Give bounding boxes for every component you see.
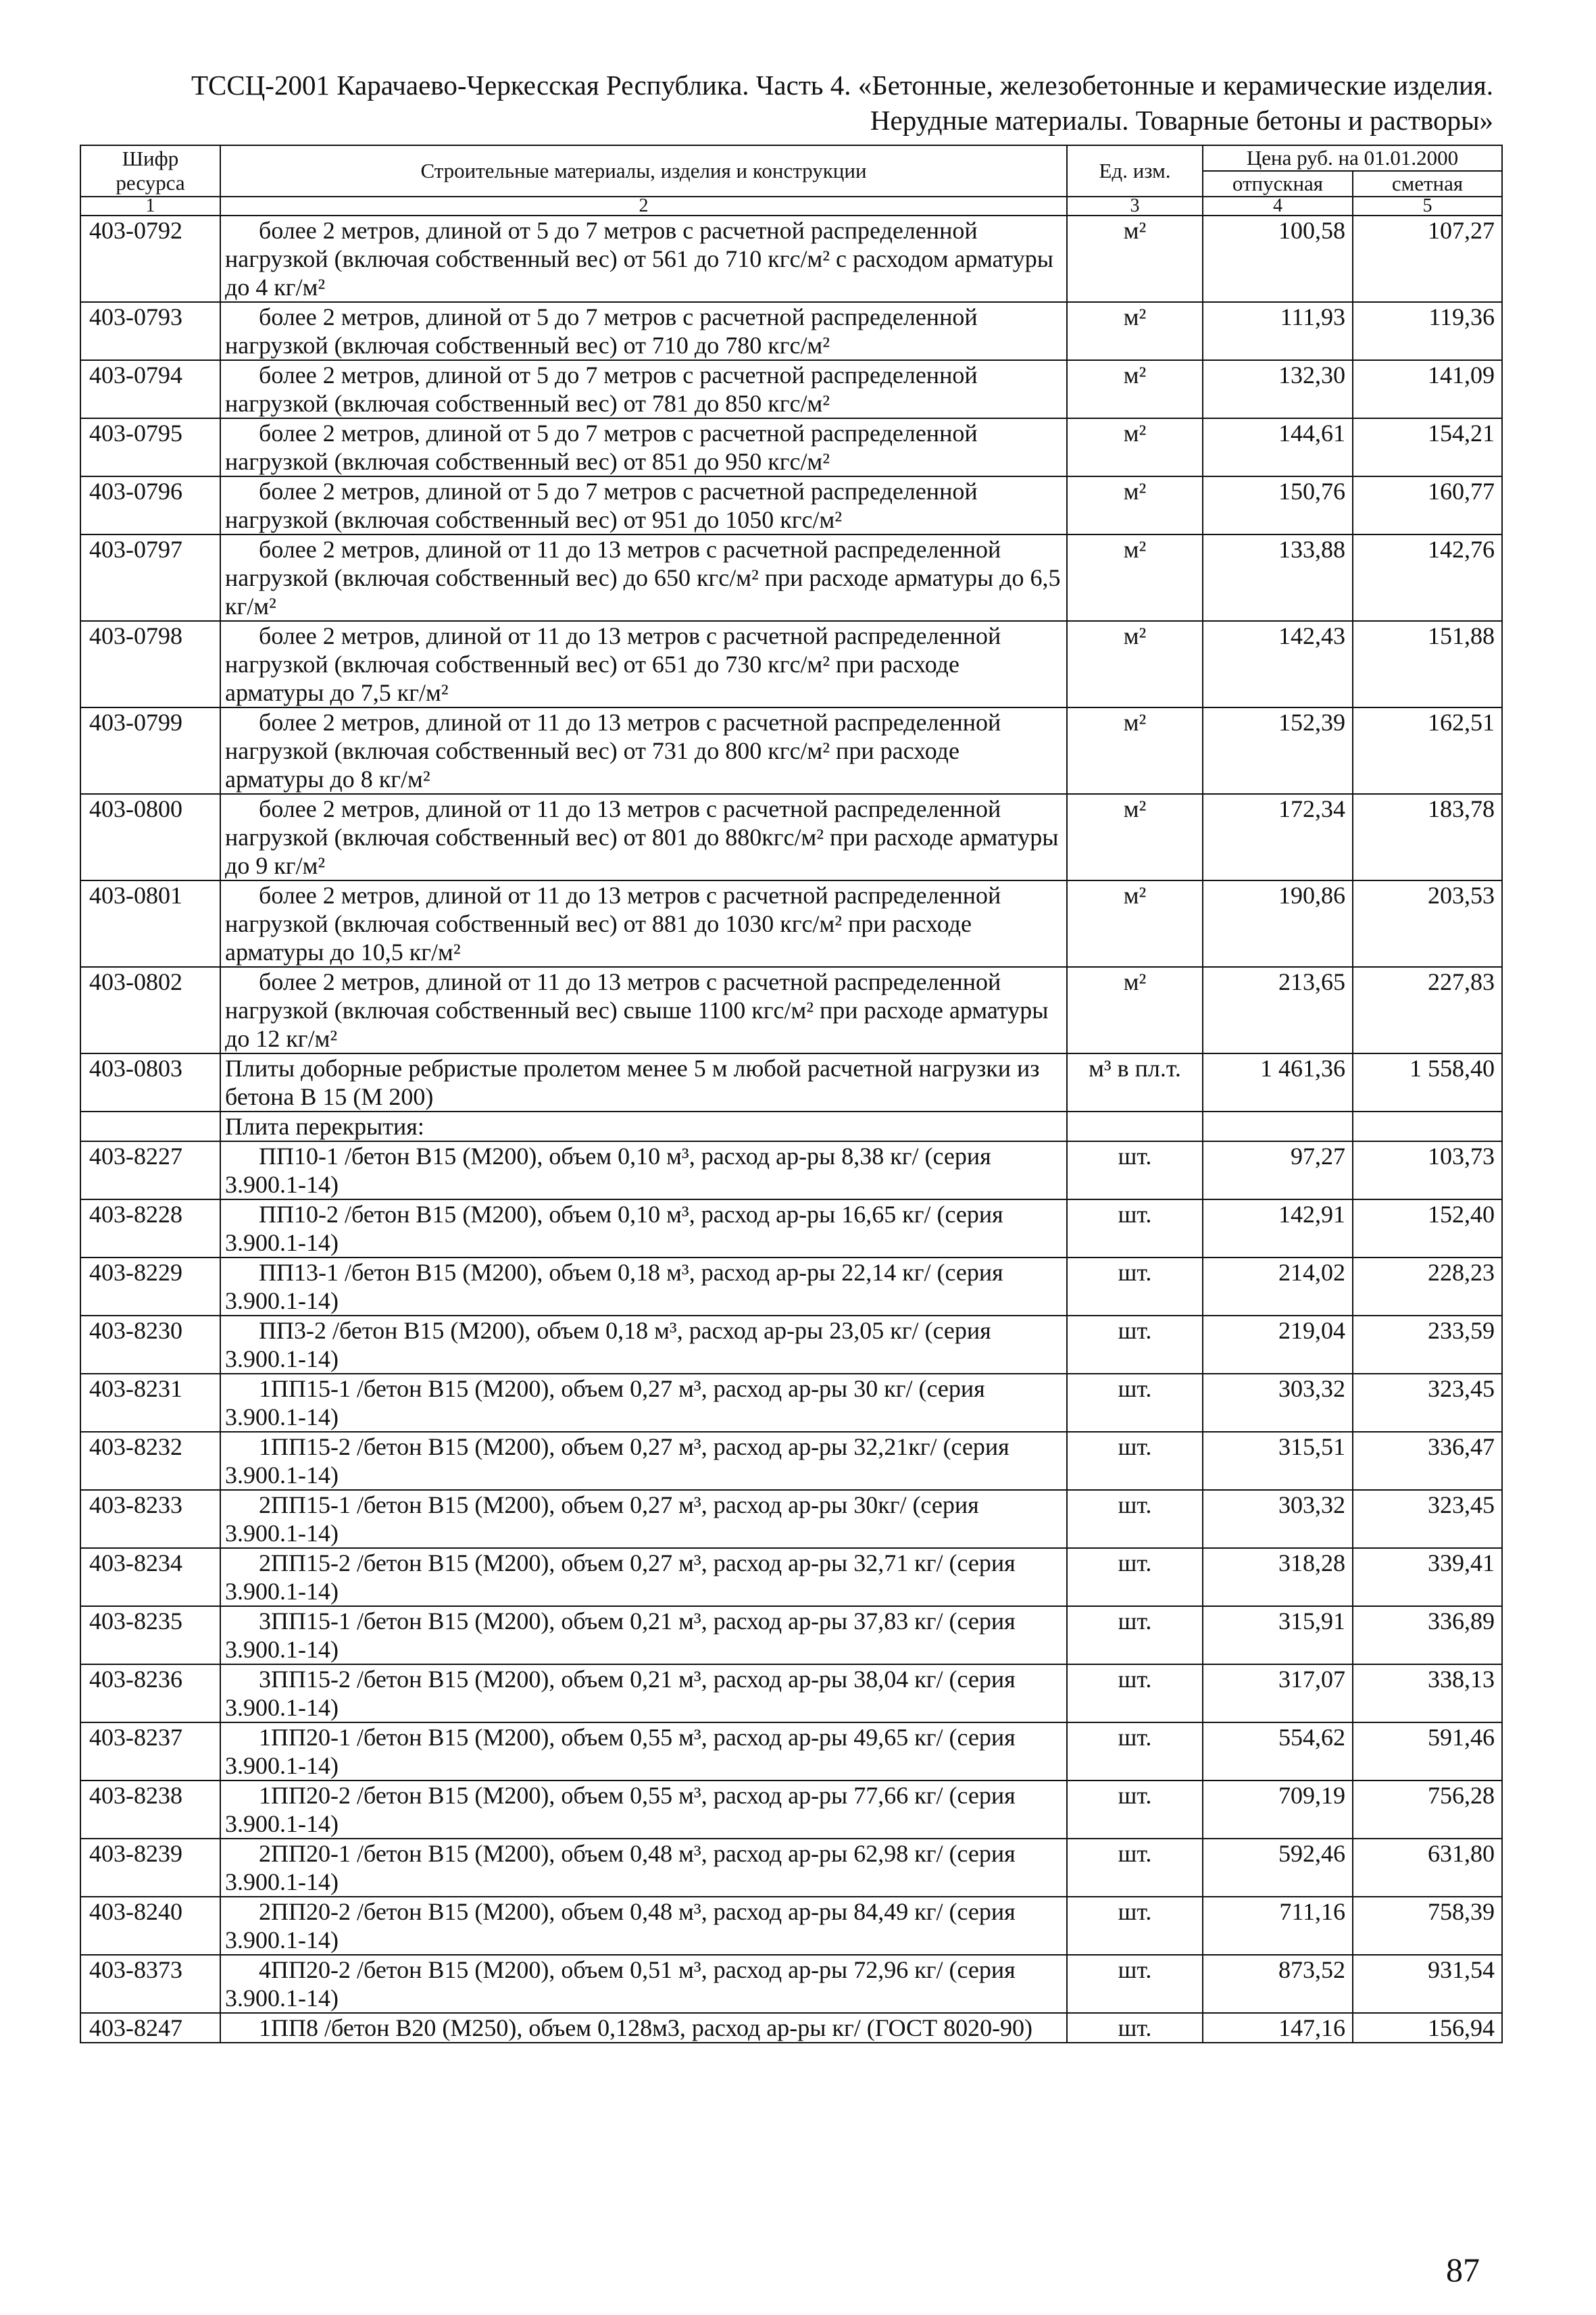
table-row [80, 1141, 1502, 1199]
release-price: 100,58 [1203, 216, 1353, 302]
estimate-price: 183,78 [1353, 794, 1502, 880]
release-price: 873,52 [1203, 1955, 1353, 2013]
description: Плиты доборные ребристые пролетом менее 5 м любой расчетной нагрузки из бетона В 15 (М 200) [220, 1053, 1067, 1112]
section-unit-cell [1067, 1112, 1203, 1141]
estimate-price: 931,54 [1353, 1955, 1502, 2013]
release-price: 711,16 [1203, 1897, 1353, 1955]
estimate-price: 339,41 [1353, 1548, 1502, 1606]
unit: шт. [1067, 1258, 1203, 1316]
estimate-price: 142,76 [1353, 534, 1502, 621]
description: 2ПП20-1 /бетон В15 (М200), объем 0,48 м³, расход ар-ры 62,98 кг/ (серия 3.900.1-14) [220, 1839, 1067, 1897]
resource-code: 403-0800 [80, 794, 220, 880]
description: 2ПП20-2 /бетон В15 (М200), объем 0,48 м³, расход ар-ры 84,49 кг/ (серия 3.900.1-14) [220, 1897, 1067, 1955]
unit: шт. [1067, 1316, 1203, 1374]
table-row [80, 534, 1502, 621]
resource-code: 403-8232 [80, 1432, 220, 1490]
resource-code: 403-0798 [80, 621, 220, 707]
release-price: 303,32 [1203, 1490, 1353, 1548]
resource-code: 403-8227 [80, 1141, 220, 1199]
resource-code: 403-8236 [80, 1664, 220, 1722]
table-row [80, 476, 1502, 534]
resource-code: 403-8240 [80, 1897, 220, 1955]
table-row [80, 1258, 1502, 1316]
resource-code: 403-0802 [80, 967, 220, 1053]
column-number: 2 [220, 197, 1067, 216]
unit: м² [1067, 418, 1203, 476]
release-price: 152,39 [1203, 707, 1353, 794]
release-price: 150,76 [1203, 476, 1353, 534]
table-row [80, 1199, 1502, 1258]
release-price: 213,65 [1203, 967, 1353, 1053]
column-header-price: Цена руб. на 01.01.2000 [1203, 145, 1502, 171]
unit: м² [1067, 880, 1203, 967]
unit: м³ в пл.т. [1067, 1053, 1203, 1112]
release-price: 554,62 [1203, 1722, 1353, 1781]
table-row [80, 707, 1502, 794]
description: более 2 метров, длиной от 11 до 13 метров с расчетной распределенной нагрузкой (включая собственный вес) от 881 до 1030 кгс/м² при расходе арматуры до 10,5 кг/м² [220, 880, 1067, 967]
table-row [80, 1374, 1502, 1432]
resource-code: 403-8239 [80, 1839, 220, 1897]
column-header-estimate-price: сметная [1353, 171, 1502, 197]
estimate-price: 758,39 [1353, 1897, 1502, 1955]
release-price: 214,02 [1203, 1258, 1353, 1316]
estimate-price: 156,94 [1353, 2013, 1502, 2043]
description: 4ПП20-2 /бетон В15 (М200), объем 0,51 м³, расход ар-ры 72,96 кг/ (серия 3.900.1-14) [220, 1955, 1067, 2013]
resource-code: 403-8228 [80, 1199, 220, 1258]
resource-code: 403-8238 [80, 1781, 220, 1839]
description: более 2 метров, длиной от 5 до 7 метров с расчетной распределенной нагрузкой (включая собственный вес) от 710 до 780 кгс/м² [220, 302, 1067, 360]
description: более 2 метров, длиной от 11 до 13 метров с расчетной распределенной нагрузкой (включая собственный вес) свыше 1100 кгс/м² при расходе арматуры до 12 кг/м² [220, 967, 1067, 1053]
table-row [80, 1722, 1502, 1781]
section-estimate-cell [1353, 1112, 1502, 1141]
estimate-price: 591,46 [1353, 1722, 1502, 1781]
column-number-row [80, 197, 1502, 216]
page-header [81, 68, 1493, 138]
estimate-price: 162,51 [1353, 707, 1502, 794]
resource-code: 403-0796 [80, 476, 220, 534]
unit: шт. [1067, 1374, 1203, 1432]
description: более 2 метров, длиной от 11 до 13 метров с расчетной распределенной нагрузкой (включая собственный вес) до 650 кгс/м² при расходе арматуры до 6,5 кг/м² [220, 534, 1067, 621]
description: 2ПП15-2 /бетон В15 (М200), объем 0,27 м³, расход ар-ры 32,71 кг/ (серия 3.900.1-14) [220, 1548, 1067, 1606]
table-row [80, 1839, 1502, 1897]
unit: шт. [1067, 1432, 1203, 1490]
table-row [80, 360, 1502, 418]
unit: м² [1067, 476, 1203, 534]
table-body-main [80, 216, 1502, 1112]
table-row [80, 880, 1502, 967]
description: 1ПП15-1 /бетон В15 (М200), объем 0,27 м³, расход ар-ры 30 кг/ (серия 3.900.1-14) [220, 1374, 1067, 1432]
unit: шт. [1067, 1839, 1203, 1897]
table-body-section [80, 1112, 1502, 1141]
column-header-description: Строительные материалы, изделия и конструкции [220, 145, 1067, 197]
table-row [80, 302, 1502, 360]
release-price: 318,28 [1203, 1548, 1353, 1606]
resource-code: 403-0794 [80, 360, 220, 418]
table-row [80, 216, 1502, 302]
unit: шт. [1067, 1664, 1203, 1722]
section-release-cell [1203, 1112, 1353, 1141]
estimate-price: 154,21 [1353, 418, 1502, 476]
resource-code: 403-8229 [80, 1258, 220, 1316]
estimate-price: 160,77 [1353, 476, 1502, 534]
table-row [80, 1053, 1502, 1112]
unit: м² [1067, 707, 1203, 794]
header-line-2: Нерудные материалы. Товарные бетоны и растворы» [870, 105, 1493, 136]
description: 1ПП15-2 /бетон В15 (М200), объем 0,27 м³, расход ар-ры 32,21кг/ (серия 3.900.1-14) [220, 1432, 1067, 1490]
price-table [80, 145, 1503, 2043]
table-body-slabs [80, 1141, 1502, 2043]
column-number: 5 [1353, 197, 1502, 216]
section-label: Плита перекрытия: [220, 1112, 1067, 1141]
price-table-wrapper [80, 145, 1503, 2043]
resource-code: 403-0793 [80, 302, 220, 360]
resource-code: 403-0799 [80, 707, 220, 794]
estimate-price: 336,89 [1353, 1606, 1502, 1664]
estimate-price: 756,28 [1353, 1781, 1502, 1839]
table-row [80, 1490, 1502, 1548]
unit: м² [1067, 621, 1203, 707]
description: ПП3-2 /бетон В15 (М200), объем 0,18 м³, расход ар-ры 23,05 кг/ (серия 3.900.1-14) [220, 1316, 1067, 1374]
column-header-unit: Ед. изм. [1067, 145, 1203, 197]
resource-code: 403-8234 [80, 1548, 220, 1606]
description: ПП13-1 /бетон В15 (М200), объем 0,18 м³, расход ар-ры 22,14 кг/ (серия 3.900.1-14) [220, 1258, 1067, 1316]
release-price: 315,51 [1203, 1432, 1353, 1490]
release-price: 133,88 [1203, 534, 1353, 621]
release-price: 172,34 [1203, 794, 1353, 880]
release-price: 219,04 [1203, 1316, 1353, 1374]
estimate-price: 338,13 [1353, 1664, 1502, 1722]
table-row [80, 967, 1502, 1053]
column-header-code: Шифр ресурса [80, 145, 220, 197]
release-price: 317,07 [1203, 1664, 1353, 1722]
unit: м² [1067, 360, 1203, 418]
table-row [80, 1897, 1502, 1955]
estimate-price: 336,47 [1353, 1432, 1502, 1490]
description: более 2 метров, длиной от 5 до 7 метров с расчетной распределенной нагрузкой (включая собственный вес) от 781 до 850 кгс/м² [220, 360, 1067, 418]
table-row [80, 1432, 1502, 1490]
description: более 2 метров, длиной от 11 до 13 метров с расчетной распределенной нагрузкой (включая собственный вес) от 731 до 800 кгс/м² при расходе арматуры до 8 кг/м² [220, 707, 1067, 794]
unit: м² [1067, 794, 1203, 880]
table-row [80, 1664, 1502, 1722]
estimate-price: 233,59 [1353, 1316, 1502, 1374]
table-row [80, 1316, 1502, 1374]
release-price: 97,27 [1203, 1141, 1353, 1199]
section-code-cell [80, 1112, 220, 1141]
release-price: 111,93 [1203, 302, 1353, 360]
table-row [80, 1548, 1502, 1606]
release-price: 142,91 [1203, 1199, 1353, 1258]
description: ПП10-1 /бетон В15 (М200), объем 0,10 м³, расход ар-ры 8,38 кг/ (серия 3.900.1-14) [220, 1141, 1067, 1199]
resource-code: 403-0801 [80, 880, 220, 967]
table-row [80, 1606, 1502, 1664]
section-row [80, 1112, 1502, 1141]
unit: м² [1067, 534, 1203, 621]
release-price: 315,91 [1203, 1606, 1353, 1664]
release-price: 303,32 [1203, 1374, 1353, 1432]
estimate-price: 323,45 [1353, 1374, 1502, 1432]
estimate-price: 203,53 [1353, 880, 1502, 967]
table-row [80, 1955, 1502, 2013]
table-row [80, 2013, 1502, 2043]
estimate-price: 119,36 [1353, 302, 1502, 360]
description: более 2 метров, длиной от 11 до 13 метров с расчетной распределенной нагрузкой (включая собственный вес) от 651 до 730 кгс/м² при расходе арматуры до 7,5 кг/м² [220, 621, 1067, 707]
table-row [80, 418, 1502, 476]
unit: шт. [1067, 1606, 1203, 1664]
estimate-price: 323,45 [1353, 1490, 1502, 1548]
header-line-1: ТССЦ-2001 Карачаево-Черкесская Республика. Часть 4. «Бетонные, железобетонные и керамические изделия. [191, 70, 1493, 101]
estimate-price: 107,27 [1353, 216, 1502, 302]
description: 1ПП20-1 /бетон В15 (М200), объем 0,55 м³, расход ар-ры 49,65 кг/ (серия 3.900.1-14) [220, 1722, 1067, 1781]
description: более 2 метров, длиной от 5 до 7 метров с расчетной распределенной нагрузкой (включая собственный вес) от 851 до 950 кгс/м² [220, 418, 1067, 476]
estimate-price: 103,73 [1353, 1141, 1502, 1199]
resource-code: 403-0795 [80, 418, 220, 476]
resource-code: 403-8233 [80, 1490, 220, 1548]
estimate-price: 1 558,40 [1353, 1053, 1502, 1112]
unit: шт. [1067, 1548, 1203, 1606]
estimate-price: 227,83 [1353, 967, 1502, 1053]
resource-code: 403-0797 [80, 534, 220, 621]
release-price: 144,61 [1203, 418, 1353, 476]
unit: м² [1067, 967, 1203, 1053]
resource-code: 403-0792 [80, 216, 220, 302]
description: 3ПП15-2 /бетон В15 (М200), объем 0,21 м³, расход ар-ры 38,04 кг/ (серия 3.900.1-14) [220, 1664, 1067, 1722]
column-number: 3 [1067, 197, 1203, 216]
unit: м² [1067, 216, 1203, 302]
release-price: 592,46 [1203, 1839, 1353, 1897]
resource-code: 403-8235 [80, 1606, 220, 1664]
unit: шт. [1067, 2013, 1203, 2043]
estimate-price: 228,23 [1353, 1258, 1502, 1316]
description: более 2 метров, длиной от 5 до 7 метров с расчетной распределенной нагрузкой (включая собственный вес) от 951 до 1050 кгс/м² [220, 476, 1067, 534]
table-row [80, 1781, 1502, 1839]
table-row [80, 621, 1502, 707]
unit: шт. [1067, 1897, 1203, 1955]
unit: шт. [1067, 1141, 1203, 1199]
release-price: 190,86 [1203, 880, 1353, 967]
description: 3ПП15-1 /бетон В15 (М200), объем 0,21 м³, расход ар-ры 37,83 кг/ (серия 3.900.1-14) [220, 1606, 1067, 1664]
resource-code: 403-0803 [80, 1053, 220, 1112]
description: 1ПП8 /бетон В20 (М250), объем 0,128м3, расход ар-ры кг/ (ГОСТ 8020-90) [220, 2013, 1067, 2043]
release-price: 1 461,36 [1203, 1053, 1353, 1112]
resource-code: 403-8237 [80, 1722, 220, 1781]
unit: шт. [1067, 1490, 1203, 1548]
table-row [80, 794, 1502, 880]
unit: шт. [1067, 1722, 1203, 1781]
release-price: 147,16 [1203, 2013, 1353, 2043]
resource-code: 403-8231 [80, 1374, 220, 1432]
resource-code: 403-8230 [80, 1316, 220, 1374]
page-number: 87 [1446, 2251, 1480, 2289]
estimate-price: 152,40 [1353, 1199, 1502, 1258]
column-number: 4 [1203, 197, 1353, 216]
column-header-release-price: отпускная [1203, 171, 1353, 197]
release-price: 709,19 [1203, 1781, 1353, 1839]
description: более 2 метров, длиной от 11 до 13 метров с расчетной распределенной нагрузкой (включая собственный вес) от 801 до 880кгс/м² при расходе арматуры до 9 кг/м² [220, 794, 1067, 880]
unit: шт. [1067, 1781, 1203, 1839]
resource-code: 403-8247 [80, 2013, 220, 2043]
release-price: 132,30 [1203, 360, 1353, 418]
description: более 2 метров, длиной от 5 до 7 метров с расчетной распределенной нагрузкой (включая собственный вес) от 561 до 710 кгс/м² с расходом арматуры до 4 кг/м² [220, 216, 1067, 302]
estimate-price: 631,80 [1353, 1839, 1502, 1897]
unit: шт. [1067, 1199, 1203, 1258]
description: 1ПП20-2 /бетон В15 (М200), объем 0,55 м³, расход ар-ры 77,66 кг/ (серия 3.900.1-14) [220, 1781, 1067, 1839]
unit: м² [1067, 302, 1203, 360]
release-price: 142,43 [1203, 621, 1353, 707]
resource-code: 403-8373 [80, 1955, 220, 2013]
unit: шт. [1067, 1955, 1203, 2013]
estimate-price: 151,88 [1353, 621, 1502, 707]
description: 2ПП15-1 /бетон В15 (М200), объем 0,27 м³, расход ар-ры 30кг/ (серия 3.900.1-14) [220, 1490, 1067, 1548]
estimate-price: 141,09 [1353, 360, 1502, 418]
description: ПП10-2 /бетон В15 (М200), объем 0,10 м³, расход ар-ры 16,65 кг/ (серия 3.900.1-14) [220, 1199, 1067, 1258]
column-number: 1 [80, 197, 220, 216]
